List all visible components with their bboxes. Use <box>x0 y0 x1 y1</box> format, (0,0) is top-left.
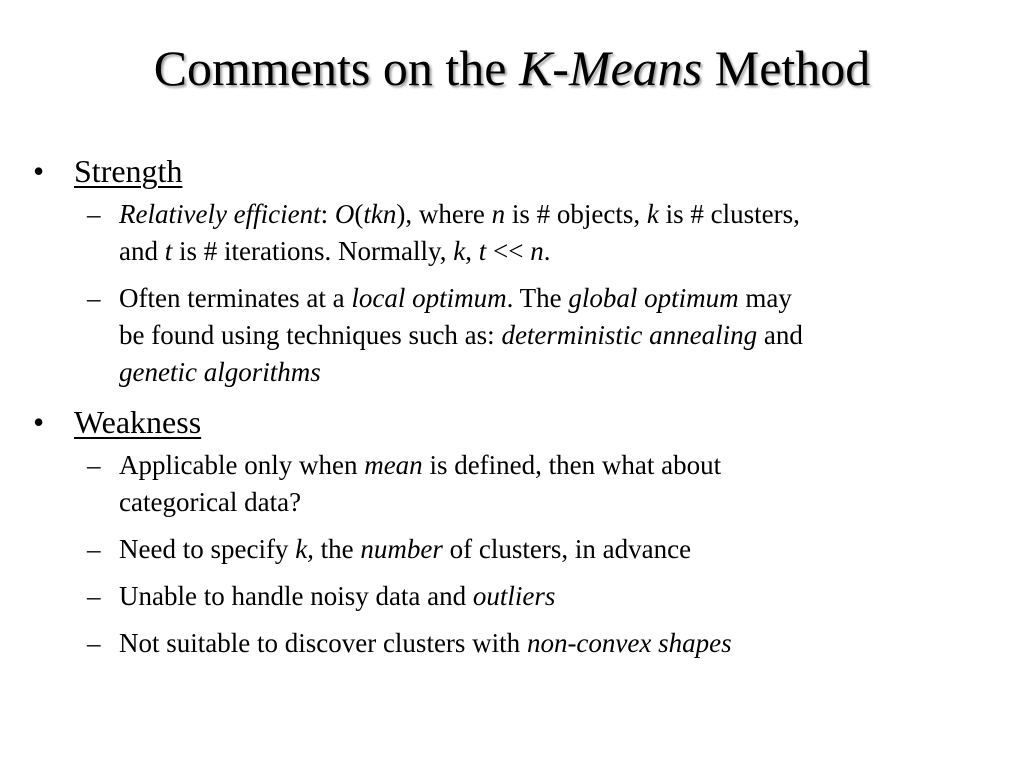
text-span: . <box>543 236 551 266</box>
weakness-list <box>0 447 1024 662</box>
text-span: global optimum <box>568 283 739 313</box>
text-span: Not suitable to discover clusters with <box>119 628 527 658</box>
text-span: is # objects, <box>505 199 647 229</box>
text-line <box>119 447 988 484</box>
text-span: Applicable only when <box>119 450 365 480</box>
text-span: outliers <box>472 581 556 611</box>
strength-list <box>0 196 1024 391</box>
text-span: Need to specify <box>119 534 296 564</box>
text-line <box>119 196 988 233</box>
dash-marker: – <box>87 283 101 313</box>
weakness-item-k <box>0 531 1024 568</box>
dash-marker: – <box>87 534 101 564</box>
text-span: n <box>530 236 544 266</box>
text-span: mean <box>364 450 423 480</box>
weakness-item-convex <box>0 625 1024 662</box>
text-span: O <box>334 199 355 229</box>
weakness-item-noise <box>0 578 1024 615</box>
text-span: number <box>360 534 443 564</box>
slide-title <box>0 38 1024 98</box>
strength-item-efficiency <box>0 196 1024 270</box>
text-span: tkn <box>363 199 397 229</box>
bullet-weakness <box>0 401 1024 443</box>
strength-item-optimum <box>0 280 1024 391</box>
text-span: be found using techniques such as: <box>119 320 502 350</box>
dash-marker: – <box>87 450 101 480</box>
text-span: and <box>757 320 803 350</box>
text-span: genetic algorithms <box>119 357 321 387</box>
text-line <box>119 233 988 270</box>
slide-content <box>0 150 1024 672</box>
text-line <box>119 484 988 521</box>
text-span: t <box>478 236 487 266</box>
text-span: n <box>491 199 506 229</box>
dash-marker: – <box>87 581 101 611</box>
text-span: is # clusters, <box>658 199 800 229</box>
bullet-marker: • <box>33 153 45 189</box>
text-span: Often terminates at a <box>119 283 352 313</box>
text-span: and <box>119 236 165 266</box>
bullet-strength <box>0 150 1024 192</box>
text-span: : <box>320 199 335 229</box>
title-text-italic: K-Means <box>518 40 703 96</box>
text-span: k <box>453 236 466 266</box>
text-span: local optimum <box>351 283 507 313</box>
text-span: is defined, then what about <box>422 450 722 480</box>
text-line <box>119 578 988 615</box>
bullet-marker: • <box>33 404 45 440</box>
title-text-1: Comments on the <box>153 40 519 96</box>
dash-marker: – <box>87 199 101 229</box>
text-line <box>119 280 988 317</box>
weakness-heading: Weakness <box>74 404 202 440</box>
text-span: t <box>164 236 173 266</box>
text-line <box>119 354 988 391</box>
text-line <box>119 317 988 354</box>
text-span: << <box>486 236 531 266</box>
text-span: k, <box>295 534 314 564</box>
text-span: deterministic annealing <box>501 320 758 350</box>
text-span: the <box>313 534 361 564</box>
title-text-2: Method <box>702 40 871 96</box>
text-span: categorical data? <box>119 487 302 517</box>
text-span: is # iterations. Normally, <box>172 236 454 266</box>
dash-marker: – <box>87 628 101 658</box>
text-span: of clusters, in advance <box>442 534 692 564</box>
text-span: , <box>465 236 479 266</box>
text-line <box>119 625 988 662</box>
text-span: non-convex shapes <box>526 628 732 658</box>
text-span: may <box>738 283 792 313</box>
text-span: k <box>646 199 659 229</box>
text-span: . The <box>506 283 569 313</box>
text-span: ( <box>354 199 364 229</box>
text-span: Relatively efficient <box>119 199 321 229</box>
text-span: ), where <box>396 199 492 229</box>
text-line <box>119 531 988 568</box>
text-span: Unable to handle noisy data and <box>119 581 473 611</box>
weakness-item-mean <box>0 447 1024 521</box>
strength-heading: Strength <box>74 153 183 189</box>
